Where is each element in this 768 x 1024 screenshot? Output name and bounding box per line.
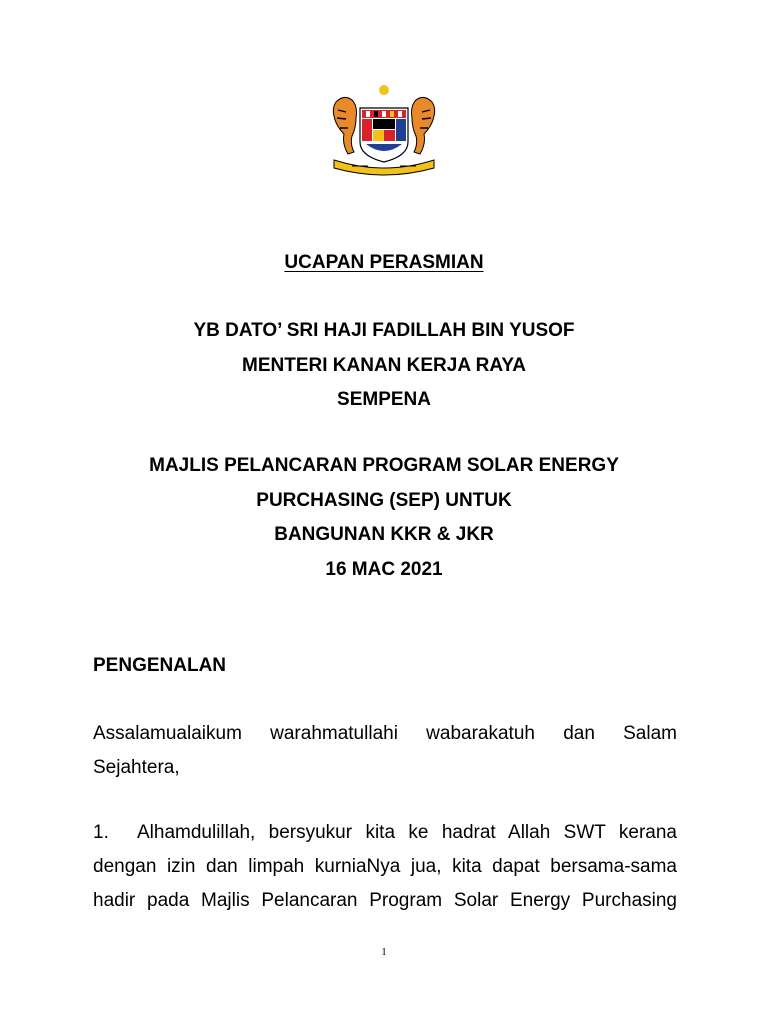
speaker-name: YB DATO’ SRI HAJI FADILLAH BIN YUSOF [193,320,575,341]
document-title: UCAPAN PERASMIAN [284,252,484,273]
paragraph-1-line-2: dengan izin dan limpah kurniaNya jua, kita dapat bersama-sama [93,856,677,877]
paragraph-1-line-3: hadir pada Majlis Pelancaran Program Solar Energy Purchasing [93,890,677,911]
event-line-3: BANGUNAN KKR & JKR [274,524,494,545]
paragraph-1 [93,816,677,918]
greeting-line-2: Sejahtera, [93,757,180,778]
event-line-2: PURCHASING (SEP) UNTUK [256,489,512,511]
section-heading: PENGENALAN [93,655,227,676]
paragraph-number: 1. [93,822,109,843]
event-line-1: MAJLIS PELANCARAN PROGRAM SOLAR ENERGY [149,455,619,476]
greeting-paragraph [93,717,677,785]
page-number: 1 [381,946,387,958]
event-block [0,449,768,587]
event-date: 16 MAC 2021 [325,558,443,580]
paragraph-1-line-1: 1. Alhamdulillah, bersyukur kita ke hadrat Allah SWT kerana [93,816,677,850]
speaker-position: MENTERI KANAN KERJA RAYA [242,354,526,376]
speaker-block [0,314,768,418]
malaysia-coat-of-arms-icon [322,82,446,178]
greeting-line-1: Assalamualaikum warahmatullahi wabarakatuh dan Salam [93,723,677,744]
speaker-connector: SEMPENA [337,389,431,410]
